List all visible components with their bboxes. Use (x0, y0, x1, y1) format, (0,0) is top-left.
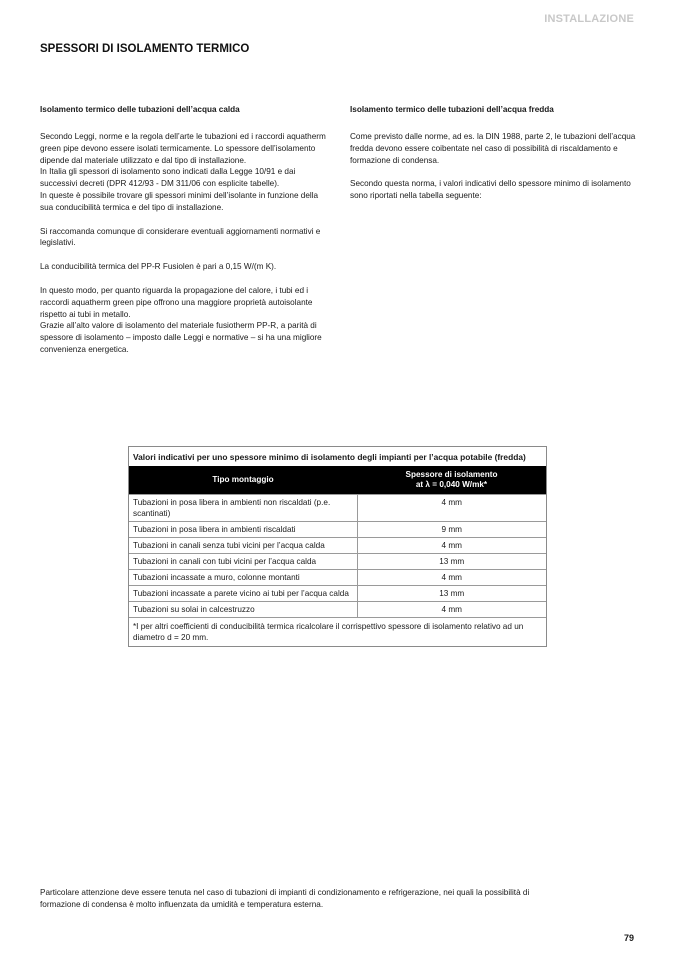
table-note-row (129, 618, 546, 647)
cell-spessore: 13 mm (357, 586, 546, 602)
cell-tipo: Tubazioni in canali senza tubi vicini per l’acqua calda (129, 538, 357, 554)
right-column (350, 104, 638, 214)
right-paragraph-2: Secondo questa norma, i valori indicativi dello spessore minimo di isolamento sono riportati nella tabella seguente: (350, 179, 631, 201)
cell-spessore: 4 mm (357, 495, 546, 522)
cell-spessore: 4 mm (357, 602, 546, 618)
table-row (129, 586, 546, 602)
cell-tipo: Tubazioni incassate a parete vicino ai tubi per l’acqua calda (129, 586, 357, 602)
table-header-row (129, 466, 546, 495)
left-paragraph-3: La conducibilità termica del PP-R Fusiolen è pari a 0,15 W/(m K). (40, 262, 277, 272)
table-row (129, 495, 546, 522)
insulation-table (128, 446, 547, 647)
left-paragraph-4: In questo modo, per quanto riguarda la propagazione del calore, i tubi ed i raccordi aquatherm green pipe offrono una maggiore proprietà autoisolante rispetto ai tubi in metallo. Grazie all’alto valore di isolamento del materiale fusiotherm PP-R, a parità di spessore di isolamento – imposto dalle Leggi e normative – si ha una migliore convenienza energetica. (40, 285, 322, 354)
table-row (129, 602, 546, 618)
table-row (129, 570, 546, 586)
cell-spessore: 4 mm (357, 538, 546, 554)
header-spessore-line1: Spessore di isolamento (405, 470, 498, 479)
cell-tipo: Tubazioni incassate a muro, colonne montanti (129, 570, 357, 586)
page-title: SPESSORI DI ISOLAMENTO TERMICO (40, 43, 250, 55)
table-row (129, 554, 546, 570)
cell-tipo: Tubazioni in canali con tubi vicini per l’acqua calda (129, 554, 357, 570)
left-paragraph-1: Secondo Leggi, norme e la regola dell’arte le tubazioni ed i raccordi aquatherm green pipe devono essere isolati termicamente. Lo spessore dell’isolamento dipende dal materiale utilizzato e dal tipo di installazione. In Italia gli spessori di isolamento sono indicati dalla Legge 10/91 e dai successivi decreti (DPR 412/93 - DM 311/06 con esplicite tabelle). In queste è possibile trovare gli spessori minimi dell’isolante in funzione della sua conducibilità termica e del tipo di installazione. (40, 132, 326, 212)
left-column-heading: Isolamento termico delle tubazioni dell’acqua calda (40, 105, 240, 114)
insulation-data-table (129, 466, 546, 646)
cell-spessore: 9 mm (357, 522, 546, 538)
header-spessore-line2: at λ = 0,040 W/mk* (415, 480, 488, 489)
table-note: *I per altri coefficienti di conducibilità termica ricalcolare il corrispettivo spessore di isolamento relativo ad un diametro d = 20 mm. (129, 618, 546, 647)
cell-tipo: Tubazioni in posa libera in ambienti non riscaldati (p.e. scantinati) (129, 495, 357, 522)
cell-spessore: 4 mm (357, 570, 546, 586)
section-label: INSTALLAZIONE (544, 13, 634, 25)
footer-note: Particolare attenzione deve essere tenuta nel caso di tubazioni di impianti di condizionamento e refrigerazione, nei quali la possibilità di formazione di condensa è molto influenzata da umidità e temperatura esterna. (40, 888, 530, 909)
table-caption: Valori indicativi per uno spessore minimo di isolamento degli impianti per l’acqua potabile (fredda) (133, 452, 526, 462)
table-row (129, 522, 546, 538)
cell-tipo: Tubazioni su solai in calcestruzzo (129, 602, 357, 618)
right-column-heading: Isolamento termico delle tubazioni dell’acqua fredda (350, 105, 554, 114)
table-row (129, 538, 546, 554)
left-paragraph-2: Si raccomanda comunque di considerare eventuali aggiornamenti normativi e legislativi. (40, 226, 321, 248)
right-paragraph-1: Come previsto dalle norme, ad es. la DIN 1988, parte 2, le tubazioni dell’acqua fredda devono essere coibentate nel caso di possibilità di riscaldamento e formazione di condensa. (350, 132, 636, 165)
page-number: 79 (623, 933, 634, 943)
cell-spessore: 13 mm (357, 554, 546, 570)
left-column (40, 104, 328, 368)
cell-tipo: Tubazioni in posa libera in ambienti riscaldati (129, 522, 357, 538)
header-spessore (357, 466, 546, 495)
header-tipo-montaggio: Tipo montaggio (129, 466, 357, 495)
